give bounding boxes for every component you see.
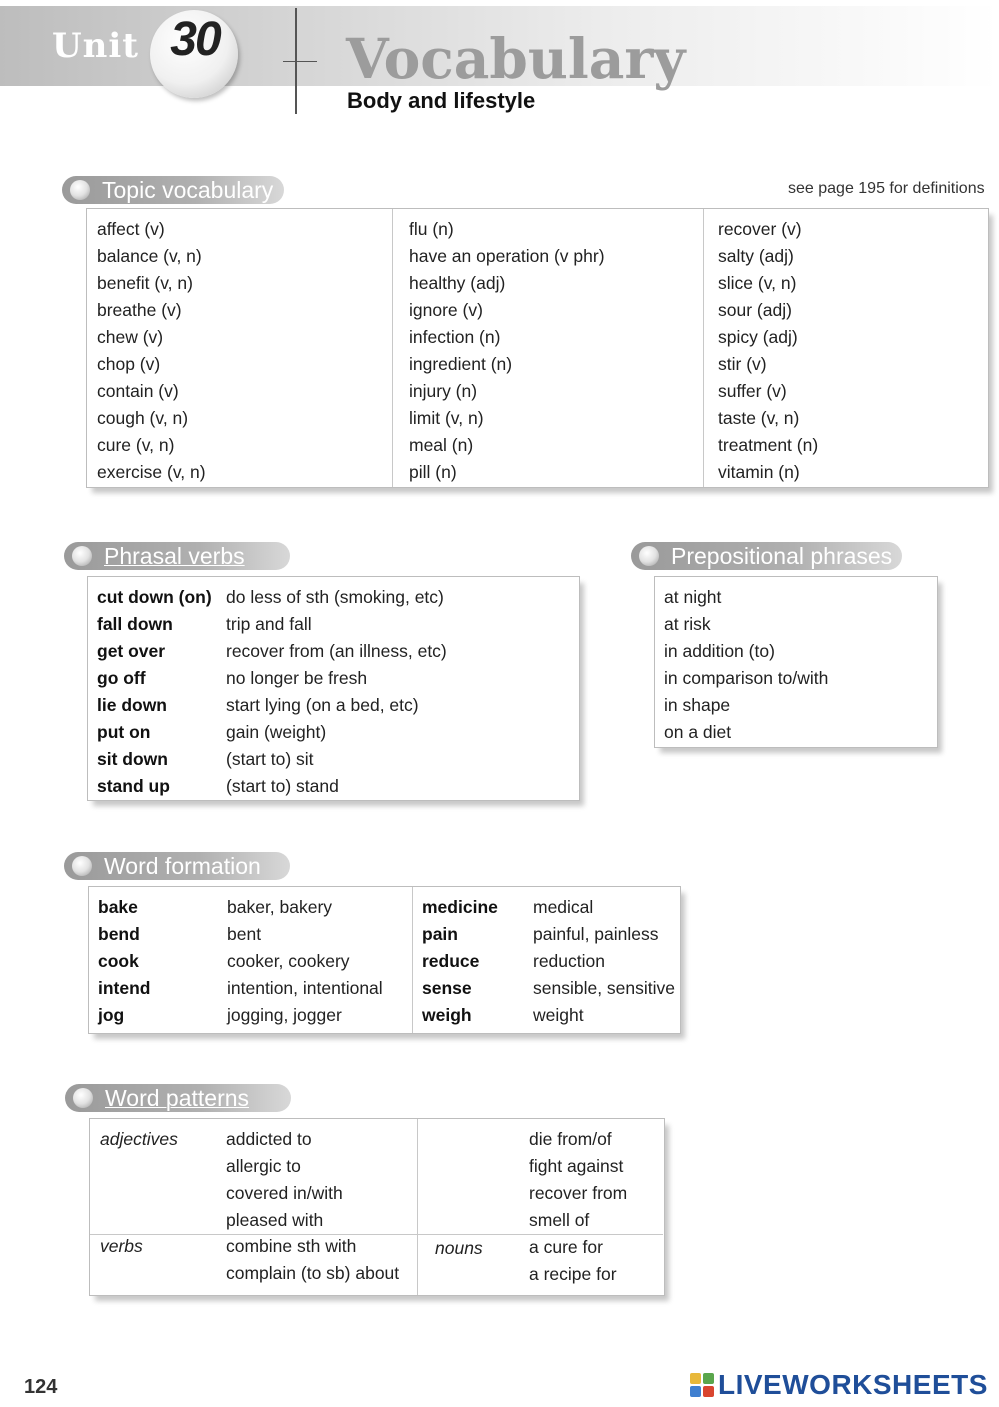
adjective-pattern: allergic to — [226, 1156, 301, 1176]
vocabulary-word: contain (v) — [97, 381, 179, 401]
phrasal-verb-term: stand up — [97, 776, 170, 796]
vocabulary-word: cure (v, n) — [97, 435, 175, 455]
vocabulary-word: cough (v, n) — [97, 408, 189, 428]
vocabulary-word: spicy (adj) — [718, 327, 798, 347]
unit-number: 30 — [170, 13, 220, 66]
vocabulary-word: breathe (v) — [97, 300, 182, 320]
liveworksheets-icon — [690, 1373, 714, 1397]
bullet-icon — [72, 856, 92, 876]
prepositional-phrase: at night — [664, 587, 722, 607]
vocabulary-word: ingredient (n) — [409, 354, 513, 374]
vocabulary-word: suffer (v) — [718, 381, 787, 401]
vocabulary-word: ignore (v) — [409, 300, 483, 320]
phrasal-verbs-heading: Phrasal verbs — [64, 542, 290, 570]
phrasal-verb-meaning: (start to) sit — [226, 749, 314, 769]
vocabulary-word: have an operation (v phr) — [409, 246, 605, 266]
verbs-label: verbs — [100, 1236, 143, 1256]
page-number: 124 — [24, 1376, 58, 1398]
derived-forms: medical — [533, 897, 594, 917]
verb-preposition-pattern: die from/of — [529, 1129, 612, 1149]
derived-forms: sensible, sensitive — [533, 978, 676, 998]
phrasal-verbs-box — [87, 576, 580, 801]
vocabulary-word: flu (n) — [409, 219, 454, 239]
liveworksheets-brand: LIVEWORKSHEETS — [718, 1369, 988, 1400]
vocabulary-word: treatment (n) — [718, 435, 819, 455]
vocabulary-word: infection (n) — [409, 327, 501, 347]
phrasal-verb-meaning: start lying (on a bed, etc) — [226, 695, 419, 715]
bullet-icon — [72, 546, 92, 566]
vocabulary-word: limit (v, n) — [409, 408, 484, 428]
prepositional-phrases-heading: Prepositional phrases — [631, 542, 902, 570]
bullet-icon — [639, 546, 659, 566]
base-word: sense — [422, 978, 472, 998]
prepositional-phrase: at risk — [664, 614, 711, 634]
base-word: reduce — [422, 951, 480, 971]
phrasal-verb-meaning: trip and fall — [226, 614, 312, 634]
vocabulary-word: stir (v) — [718, 354, 767, 374]
vocabulary-word: taste (v, n) — [718, 408, 800, 428]
prepositional-phrase: in comparison to/with — [664, 668, 829, 688]
vocabulary-word: exercise (v, n) — [97, 462, 206, 482]
adjective-pattern: pleased with — [226, 1210, 324, 1230]
derived-forms: baker, bakery — [227, 897, 333, 917]
derived-forms: weight — [533, 1005, 584, 1025]
base-word: jog — [98, 1005, 125, 1025]
page-subtitle: Body and lifestyle — [347, 88, 536, 113]
phrasal-verb-term: get over — [97, 641, 166, 661]
vocabulary-word: healthy (adj) — [409, 273, 506, 293]
phrasal-verb-meaning: recover from (an illness, etc) — [226, 641, 447, 661]
definitions-note: see page 195 for definitions — [788, 180, 985, 197]
phrasal-verb-term: sit down — [97, 749, 168, 769]
phrasal-verb-term: go off — [97, 668, 146, 688]
phrasal-verb-term: put on — [97, 722, 151, 742]
verb-preposition-pattern: fight against — [529, 1156, 624, 1176]
topic-vocabulary-heading: Topic vocabulary — [62, 176, 284, 204]
base-word: bend — [98, 924, 140, 944]
verb-pattern: complain (to sb) about — [226, 1263, 400, 1283]
bullet-icon — [73, 1088, 93, 1108]
noun-pattern: a recipe for — [529, 1264, 617, 1284]
vocabulary-word: meal (n) — [409, 435, 474, 455]
prepositional-phrases-box — [654, 576, 938, 748]
word-patterns-heading: Word patterns — [65, 1084, 291, 1112]
base-word: intend — [98, 978, 151, 998]
word-formation-box — [88, 886, 681, 1034]
vocabulary-word: chop (v) — [97, 354, 161, 374]
vocabulary-word: pill (n) — [409, 462, 457, 482]
vocabulary-word: balance (v, n) — [97, 246, 202, 266]
base-word: cook — [98, 951, 139, 971]
verb-pattern: combine sth with — [226, 1236, 357, 1256]
phrasal-verb-meaning: (start to) stand — [226, 776, 339, 796]
derived-forms: jogging, jogger — [227, 1005, 342, 1025]
vocabulary-word: benefit (v, n) — [97, 273, 193, 293]
nouns-label: nouns — [435, 1238, 483, 1258]
page-title: Vocabulary — [346, 26, 686, 91]
vocabulary-word: sour (adj) — [718, 300, 792, 320]
vocabulary-word: injury (n) — [409, 381, 478, 401]
header-tick — [283, 61, 317, 62]
phrasal-verb-term: lie down — [97, 695, 167, 715]
vocabulary-word: vitamin (n) — [718, 462, 800, 482]
base-word: bake — [98, 897, 138, 917]
vocabulary-word: affect (v) — [97, 219, 165, 239]
derived-forms: painful, painless — [533, 924, 659, 944]
derived-forms: bent — [227, 924, 262, 944]
vocabulary-word: recover (v) — [718, 219, 802, 239]
base-word: pain — [422, 924, 458, 944]
prepositional-phrase: on a diet — [664, 722, 732, 742]
adjective-pattern: addicted to — [226, 1129, 312, 1149]
prepositional-phrase: in shape — [664, 695, 731, 715]
unit-label: Unit — [52, 26, 139, 66]
vocabulary-word: salty (adj) — [718, 246, 794, 266]
base-word: weigh — [422, 1005, 472, 1025]
phrasal-verb-term: cut down (on) — [97, 587, 212, 607]
noun-pattern: a cure for — [529, 1237, 603, 1257]
phrasal-verb-term: fall down — [97, 614, 173, 634]
phrasal-verb-meaning: gain (weight) — [226, 722, 327, 742]
verb-preposition-pattern: recover from — [529, 1183, 628, 1203]
vocabulary-word: chew (v) — [97, 327, 164, 347]
adjective-pattern: covered in/with — [226, 1183, 343, 1203]
prepositional-phrase: in addition (to) — [664, 641, 775, 661]
derived-forms: intention, intentional — [227, 978, 383, 998]
topic-vocabulary-box — [86, 208, 989, 488]
base-word: medicine — [422, 897, 498, 917]
phrasal-verb-meaning: do less of sth (smoking, etc) — [226, 587, 444, 607]
adjectives-label: adjectives — [100, 1129, 178, 1149]
word-formation-heading: Word formation — [64, 852, 290, 880]
word-patterns-box — [89, 1118, 665, 1296]
phrasal-verb-meaning: no longer be fresh — [226, 668, 368, 688]
vocabulary-word: slice (v, n) — [718, 273, 797, 293]
verb-preposition-pattern: smell of — [529, 1210, 590, 1230]
derived-forms: cooker, cookery — [227, 951, 350, 971]
derived-forms: reduction — [533, 951, 605, 971]
bullet-icon — [70, 180, 90, 200]
